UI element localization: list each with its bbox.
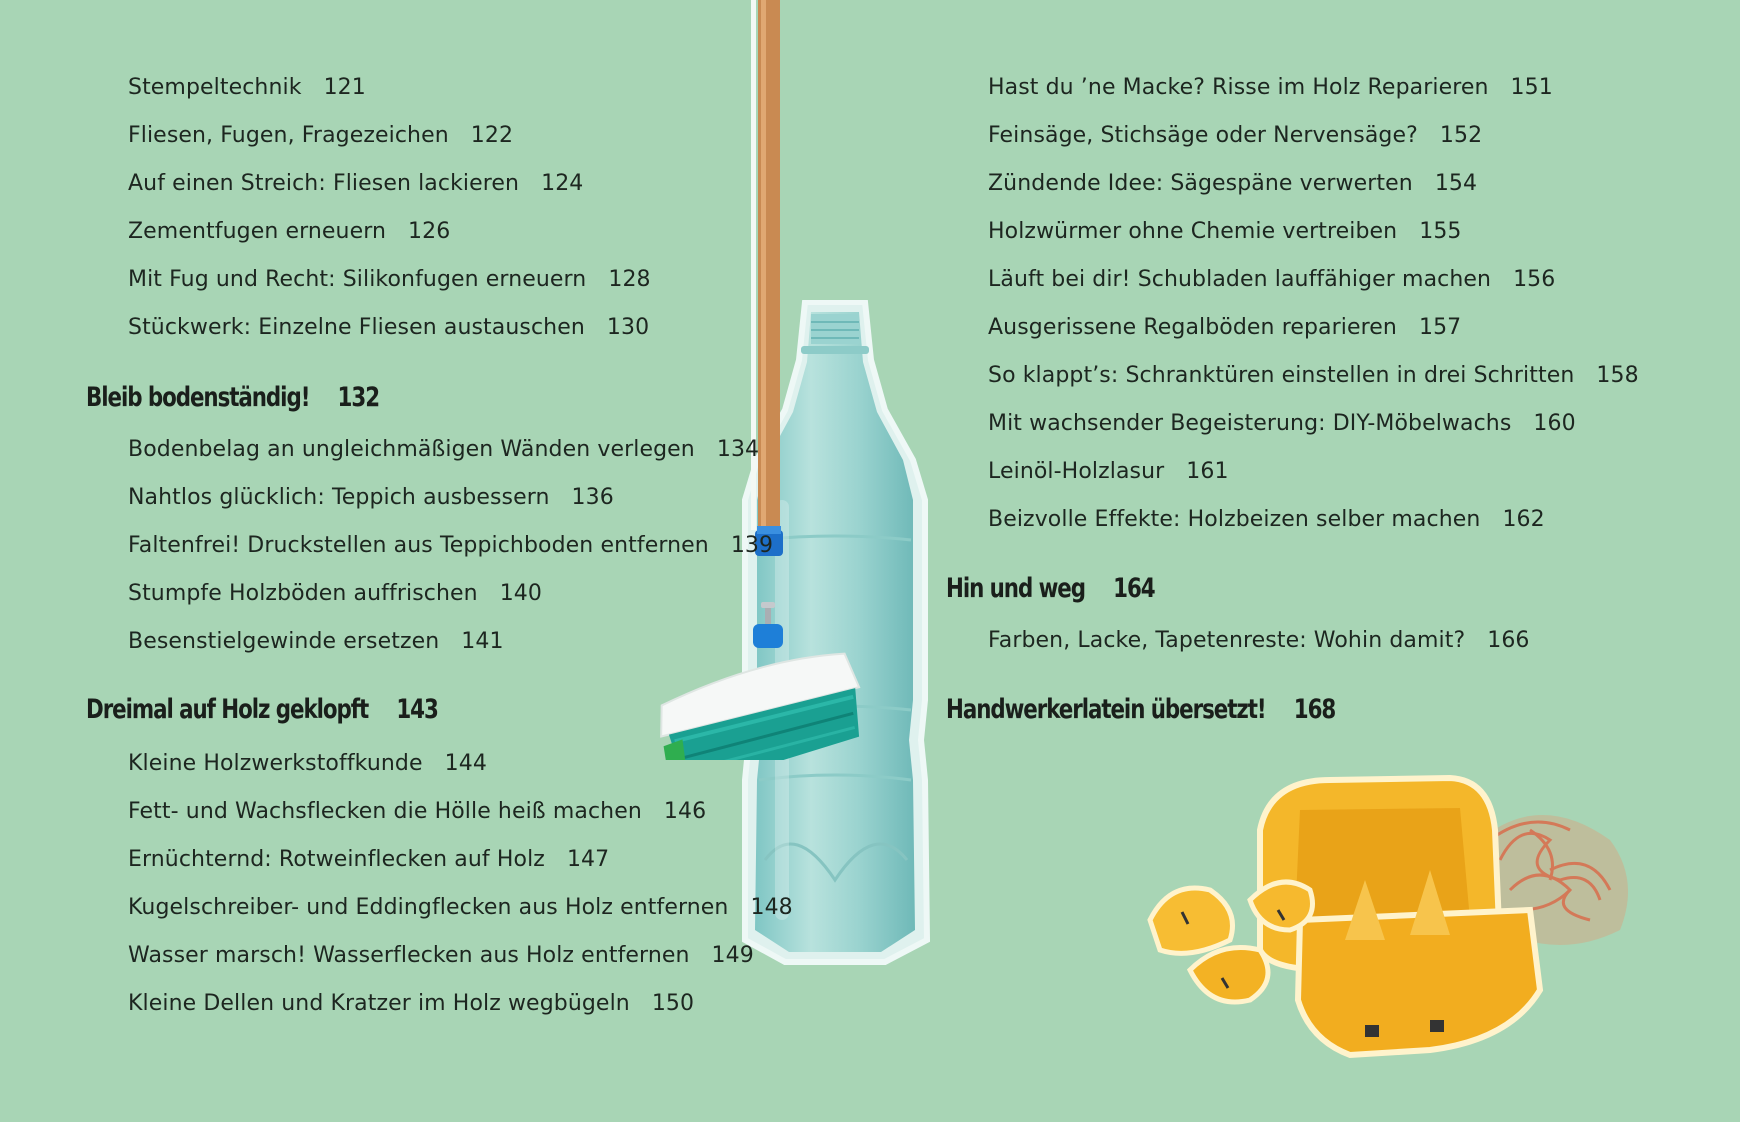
egg-carton-illustration	[1130, 770, 1690, 1070]
page-number: 140	[499, 581, 542, 606]
toc-entry[interactable]	[988, 218, 1462, 246]
toc-entry-title: Bodenbelag an ungleichmäßigen Wänden verlegen	[128, 437, 695, 462]
page-number: 166	[1487, 628, 1530, 653]
toc-entry[interactable]	[988, 458, 1229, 486]
toc-entry[interactable]	[128, 122, 513, 150]
page-number: 124	[541, 171, 584, 196]
toc-entry[interactable]	[128, 314, 649, 342]
page-number: 162	[1502, 507, 1545, 532]
toc-entry-title: Zementfugen erneuern	[128, 219, 387, 244]
toc-entry-title: Mit Fug und Recht: Silikonfugen erneuern	[128, 267, 587, 292]
toc-entry[interactable]	[128, 990, 694, 1018]
toc-entry-title: Beizvolle Effekte: Holzbeizen selber machen	[988, 507, 1481, 532]
page-number: 146	[663, 799, 707, 824]
toc-entry-title: Läuft bei dir! Schubladen lauffähiger machen	[988, 267, 1492, 292]
page-number: 130	[606, 315, 650, 340]
toc-entry-title: Ausgerissene Regalböden reparieren	[988, 315, 1397, 340]
toc-entry-title: Farben, Lacke, Tapetenreste: Wohin damit?	[988, 628, 1466, 653]
toc-entry[interactable]	[128, 846, 609, 874]
toc-entry-title: Kleine Dellen und Kratzer im Holz wegbügeln	[128, 991, 630, 1016]
page-number: 122	[470, 123, 514, 148]
toc-entry-title: Nahtlos glücklich: Teppich ausbessern	[128, 485, 550, 510]
toc-entry[interactable]	[988, 362, 1639, 390]
toc-entry[interactable]	[988, 122, 1482, 150]
broom-illustration	[645, 0, 875, 760]
toc-entry-title: Stempeltechnik	[128, 75, 302, 100]
chapter-heading[interactable]: Dreimal auf Holz geklopft 143	[86, 694, 438, 725]
toc-entry-title: Faltenfrei! Druckstellen aus Teppichboden entfernen	[128, 533, 709, 558]
toc-entry-title: Besenstielgewinde ersetzen	[128, 629, 440, 654]
toc-entry[interactable]	[128, 266, 651, 294]
toc-entry-title: Wasser marsch! Wasserflecken aus Holz entfernen	[128, 943, 690, 968]
page-number: 143	[396, 694, 438, 725]
toc-entry[interactable]	[988, 170, 1477, 198]
toc-entry[interactable]	[128, 750, 487, 778]
toc-entry[interactable]	[128, 74, 366, 102]
toc-entry[interactable]	[988, 627, 1530, 655]
page-number: 168	[1293, 694, 1336, 725]
toc-entry[interactable]	[988, 410, 1576, 438]
toc-entry[interactable]	[128, 628, 504, 656]
toc-entry-title: Feinsäge, Stichsäge oder Nervensäge?	[988, 123, 1418, 148]
toc-entry-title: Auf einen Streich: Fliesen lackieren	[128, 171, 520, 196]
toc-entry-title: Leinöl-Holzlasur	[988, 459, 1165, 484]
page-number: 158	[1596, 363, 1639, 388]
toc-entry[interactable]	[128, 436, 759, 464]
toc-entry-title: Ernüchternd: Rotweinflecken auf Holz	[128, 847, 545, 872]
toc-entry-title: Fliesen, Fugen, Fragezeichen	[128, 123, 449, 148]
toc-entry[interactable]	[128, 218, 450, 246]
page-number: 149	[711, 943, 754, 968]
page-number: 132	[337, 382, 380, 413]
page-number: 152	[1439, 123, 1483, 148]
toc-entry[interactable]	[128, 798, 706, 826]
toc-entry[interactable]	[128, 532, 773, 560]
toc-entry[interactable]	[128, 580, 542, 608]
page-number: 160	[1533, 411, 1576, 436]
toc-entry[interactable]	[128, 894, 793, 922]
toc-entry[interactable]	[988, 314, 1461, 342]
page-number: 136	[571, 485, 614, 510]
toc-entry[interactable]	[988, 74, 1553, 102]
page-number: 141	[461, 629, 504, 654]
toc-entry-title: So klappt’s: Schranktüren einstellen in drei Schritten	[988, 363, 1575, 388]
toc-entry[interactable]	[128, 942, 754, 970]
toc-entry[interactable]	[128, 484, 614, 512]
page-number: 144	[444, 751, 487, 776]
toc-entry-title: Hast du ’ne Macke? Risse im Holz Reparieren	[988, 75, 1489, 100]
toc-entry[interactable]	[988, 266, 1555, 294]
toc-entry[interactable]	[128, 170, 583, 198]
page-number: 154	[1434, 171, 1478, 196]
toc-entry-title: Kugelschreiber- und Eddingflecken aus Holz entfernen	[128, 895, 729, 920]
chapter-heading[interactable]: Bleib bodenständig! 132	[86, 382, 380, 413]
toc-entry-title: Mit wachsender Begeisterung: DIY-Möbelwachs	[988, 411, 1512, 436]
page-number: 139	[730, 533, 774, 558]
page-number: 148	[750, 895, 793, 920]
chapter-heading[interactable]: Hin und weg 164	[946, 573, 1155, 604]
page-number: 150	[651, 991, 695, 1016]
page-number: 164	[1113, 573, 1155, 604]
page-number: 151	[1510, 75, 1553, 100]
toc-entry-title: Kleine Holzwerkstoffkunde	[128, 751, 423, 776]
page-number: 156	[1513, 267, 1556, 292]
toc-entry-title: Fett- und Wachsflecken die Hölle heiß machen	[128, 799, 642, 824]
page-number: 155	[1419, 219, 1462, 244]
toc-entry-title: Zündende Idee: Sägespäne verwerten	[988, 171, 1413, 196]
toc-entry[interactable]	[988, 506, 1545, 534]
page-number: 134	[716, 437, 760, 462]
page-number: 157	[1418, 315, 1462, 340]
page-number: 147	[566, 847, 610, 872]
toc-entry-title: Holzwürmer ohne Chemie vertreiben	[988, 219, 1398, 244]
toc-entry-title: Stückwerk: Einzelne Fliesen austauschen	[128, 315, 585, 340]
page-number: 128	[608, 267, 651, 292]
chapter-heading[interactable]: Handwerkerlatein übersetzt! 168	[946, 694, 1336, 725]
page-number: 161	[1186, 459, 1229, 484]
page-number: 121	[323, 75, 366, 100]
page-number: 126	[408, 219, 451, 244]
toc-entry-title: Stumpfe Holzböden auffrischen	[128, 581, 478, 606]
